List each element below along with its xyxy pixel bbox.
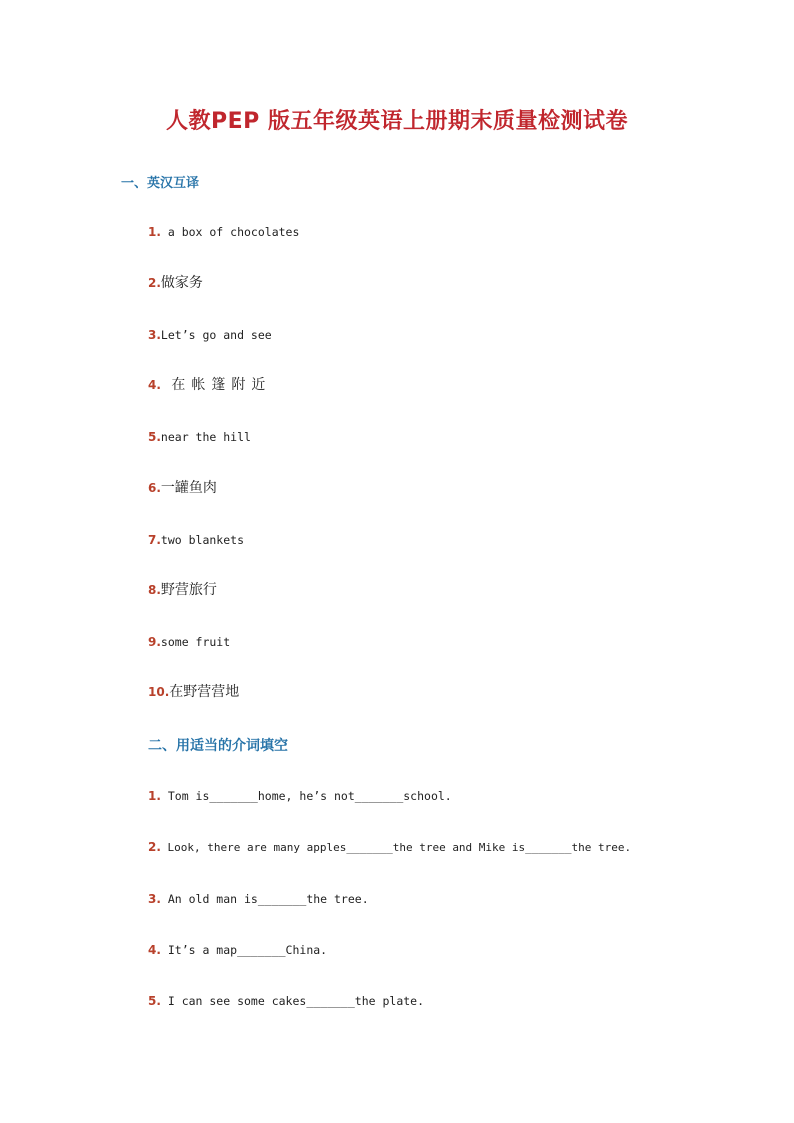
fill-blank-item-1 [148,787,452,805]
item-text: I can see some cakes_______the plate. [160,994,425,1008]
translation-item-7 [148,531,244,549]
item-number: 5. [148,994,161,1008]
item-number: 3. [148,892,161,906]
translation-item-4 [148,376,271,394]
item-number: 7. [148,533,161,547]
item-number: 2. [148,276,161,290]
fill-blank-item-4 [148,941,327,959]
item-text: 野营旅行 [160,582,217,598]
item-number: 1. [148,225,161,239]
item-number: 5. [148,430,161,444]
item-text: An old man is_______the tree. [160,892,369,906]
item-number: 3. [148,328,161,342]
translation-item-6 [148,479,217,497]
item-text: 一罐鱼肉 [160,480,217,496]
section-1-heading: 一、英汉互译 [121,176,200,191]
item-text: Look, there are many apples_______the tree and Mike is_______the tree. [160,841,632,854]
item-number: 10. [148,685,170,699]
translation-item-8 [148,581,217,599]
item-text: two blankets [160,533,245,547]
item-text: 做家务 [160,275,203,291]
item-number: 6. [148,481,161,495]
translation-item-5 [148,428,251,446]
translation-item-1 [148,223,299,241]
item-text: a box of chocolates [160,225,300,239]
item-number: 9. [148,635,161,649]
item-text: 在野营营地 [169,684,240,700]
translation-item-10 [148,683,239,701]
translation-item-9 [148,633,230,651]
item-text: some fruit [160,635,231,649]
fill-blank-item-3 [148,890,369,908]
section-2-heading: 二、用适当的介词填空 [148,738,288,754]
item-text: 在帐篷附近 [160,377,272,393]
translation-item-2 [148,274,203,292]
item-number: 8. [148,583,161,597]
item-text: Tom is_______home, he’s not_______school. [160,789,452,803]
item-number: 1. [148,789,161,803]
translation-item-3 [148,326,272,344]
item-text: Let’s go and see [160,328,272,342]
fill-blank-item-5 [148,992,424,1010]
fill-blank-item-2 [148,838,631,857]
item-number: 2. [148,840,161,854]
item-text: near the hill [160,430,251,444]
page-title: 人教PEP 版五年级英语上册期末质量检测试卷 [166,109,628,134]
item-number: 4. [148,378,161,392]
item-text: It’s a map_______China. [160,943,328,957]
item-number: 4. [148,943,161,957]
